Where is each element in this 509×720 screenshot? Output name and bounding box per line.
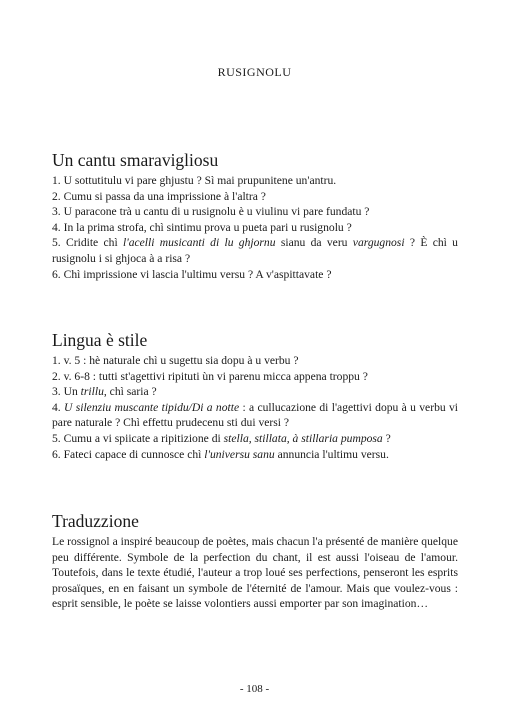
italic-quote: trillu: [80, 385, 104, 399]
question-item: [52, 431, 458, 447]
question-item: [52, 369, 458, 385]
text-run: ? È chì u rusignolu i si ghjoca à a risa ?: [52, 236, 458, 265]
section-title: Traduzzione: [52, 511, 139, 531]
text-run: 5. Cridite chì: [52, 236, 123, 250]
italic-quote: l'universu sanu: [204, 447, 275, 461]
question-item: [52, 353, 458, 369]
text-run: 1. v. 5 : hè naturale chì u sugettu sia dopu à u verbu ?: [52, 354, 299, 367]
question-item: [52, 173, 458, 189]
translation-body: [52, 534, 458, 612]
text-run: 1. U sottutitulu vi pare ghjustu ? Sì mai prupunitene un'antru.: [52, 174, 337, 187]
italic-quote: vargugnosi: [352, 236, 405, 250]
section-title: Lingua è stile: [52, 330, 148, 350]
question-item: [52, 204, 458, 220]
section-traduzzione: [52, 510, 458, 612]
question-item: [52, 384, 458, 400]
text-run: 5. Cumu a vi spiicate a ripitizione di: [52, 431, 224, 445]
text-run: 3. Un: [52, 385, 81, 399]
italic-quote: stella, stillata, à stillaria pumposa: [223, 431, 383, 445]
section-title: Un cantu smaravigliosu: [52, 150, 219, 170]
question-list: [52, 173, 458, 282]
question-item: [52, 447, 458, 463]
text-run: ?: [382, 431, 391, 445]
question-item: [52, 400, 458, 431]
section-un-cantu: [52, 149, 458, 282]
text-run: : a cullucazione di l'agettivi dopu à u verbu vi pare naturale ? Chì effettu prudecenu sti dui versi ?: [52, 400, 459, 430]
question-list: [52, 353, 458, 462]
question-item: [52, 220, 458, 236]
italic-quote: U silenziu muscante tipidu/Di a notte: [64, 400, 240, 414]
running-head: RUSIGNOLU: [217, 65, 292, 79]
text-run: 2. Cumu si passa da una imprissione à l'altra ?: [52, 189, 266, 203]
text-run: 3. U paracone trà u cantu di u rusignolu è u viulinu vi pare fundatu ?: [52, 205, 370, 219]
italic-quote: l'acelli musicanti di lu ghjornu: [123, 236, 276, 250]
text-run: sianu da veru: [275, 236, 353, 250]
text-run: 6. Fateci capace di cunnosce chì: [52, 447, 205, 461]
text-run: 2. v. 6-8 : tutti st'agettivi ripituti ùn vi parenu micca appena troppu ?: [52, 369, 368, 383]
question-item: [52, 189, 458, 205]
text-run: 6. Chì imprissione vi lascia l'ultimu versu ? A v'aspittavate ?: [52, 267, 332, 281]
translation-paragraph: [52, 534, 458, 612]
question-item: [52, 267, 458, 283]
page-number: - 108 -: [239, 683, 270, 695]
question-item: [52, 235, 458, 266]
text-run: 4. In la prima strofa, chì sintimu prova u pueta pari u rusignolu ?: [52, 220, 352, 234]
text-run: , chì saria ?: [103, 385, 157, 399]
section-lingua-e-stile: [52, 329, 458, 462]
text-run: annuncia l'ultimu versu.: [274, 447, 389, 461]
text-run: Le rossignol a inspiré beaucoup de poètes, mais chacun l'a présenté de manière quelque peu différente. Symbole de la perfection du chant, il est aussi l'oiseau de l'amour. Toutefois, dans le texte étudié, l'auteur a trop loué ses perfections, penseront les esprits prosaïques, en en faisant un symbole de l'éternité de l'amour. Mais que voulez-vous : esprit sensible, le poète se laisse volontiers aussi emporter par son imagination…: [52, 535, 458, 611]
text-run: 4.: [52, 400, 65, 414]
